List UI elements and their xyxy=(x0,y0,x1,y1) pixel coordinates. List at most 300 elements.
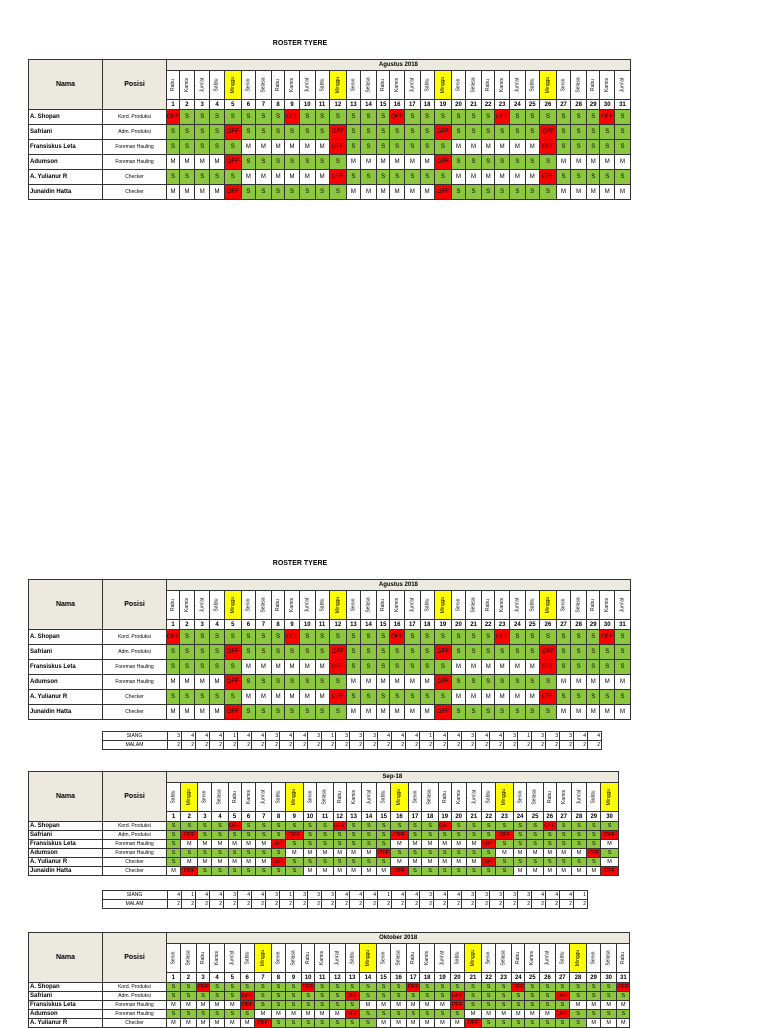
totals-cell: 2 xyxy=(574,900,588,909)
weekday-label: Jum'at xyxy=(439,950,446,966)
shift-cell: S xyxy=(510,705,526,720)
roster-table-august-2 xyxy=(28,579,631,720)
shift-cell: M xyxy=(180,705,195,720)
shift-cell: S xyxy=(495,675,510,690)
day-number-cell: 20 xyxy=(452,100,466,110)
weekday-cell xyxy=(512,944,525,973)
shift-cell: OFF xyxy=(329,140,346,155)
day-number-cell: 8 xyxy=(272,973,286,983)
shift-cell: OFF xyxy=(285,630,300,645)
shift-cell: M xyxy=(495,660,510,675)
roster-table-september xyxy=(28,771,619,876)
totals-label: SIANG xyxy=(103,732,168,741)
shift-cell: M xyxy=(513,849,527,858)
shift-cell: M xyxy=(241,858,256,867)
shift-cell: S xyxy=(272,983,286,992)
shift-cell: S xyxy=(224,690,241,705)
totals-cell: 2 xyxy=(182,900,196,909)
shift-cell: S xyxy=(241,110,255,125)
weekday-label: Sabtu xyxy=(424,78,431,92)
shift-cell: M xyxy=(359,1001,376,1010)
shift-cell: S xyxy=(525,185,539,200)
shift-cell: S xyxy=(555,1001,569,1010)
totals-cell: 3 xyxy=(462,732,476,741)
weekday-cell xyxy=(543,783,556,812)
shift-cell: S xyxy=(330,983,346,992)
shift-cell: S xyxy=(272,867,286,876)
weekday-cell xyxy=(482,591,495,620)
weekday-label: Sabtu xyxy=(319,78,326,92)
shift-cell: M xyxy=(482,690,495,705)
day-number-cell: 18 xyxy=(422,812,438,822)
totals-cell: 3 xyxy=(476,891,490,900)
shift-cell: S xyxy=(255,705,271,720)
weekday-cell xyxy=(600,591,615,620)
weekday-label: Senin xyxy=(412,790,419,804)
shift-cell: S xyxy=(407,1010,420,1019)
shift-cell: OFF xyxy=(434,705,451,720)
shift-cell: S xyxy=(285,185,300,200)
shift-cell: M xyxy=(315,170,329,185)
day-number-cell: 13 xyxy=(347,100,361,110)
weekday-label: Rabu xyxy=(169,79,176,91)
day-number-cell: 6 xyxy=(240,973,254,983)
weekday-label: Rabu xyxy=(275,79,282,91)
shift-cell: OFF xyxy=(495,110,510,125)
shift-cell: S xyxy=(360,110,376,125)
day-number-cell: 30 xyxy=(601,812,618,822)
shift-cell: M xyxy=(228,858,241,867)
day-number-cell: 8 xyxy=(272,812,286,822)
shift-cell: S xyxy=(587,690,600,705)
totals-cell: 2 xyxy=(238,741,252,750)
shift-cell: S xyxy=(210,983,225,992)
shift-cell: S xyxy=(525,705,539,720)
totals-cell: 4 xyxy=(252,891,266,900)
day-number-cell: 27 xyxy=(557,100,571,110)
weekday-cell xyxy=(435,944,451,973)
shift-cell: M xyxy=(299,140,315,155)
shift-cell: S xyxy=(405,125,421,140)
roster-grid xyxy=(28,579,631,720)
shift-cell: S xyxy=(450,983,464,992)
shift-cell: S xyxy=(345,1019,359,1028)
staff-row xyxy=(29,1001,630,1010)
shift-cell: S xyxy=(390,992,406,1001)
weekday-label: Rabu xyxy=(590,599,597,611)
day-number-cell: 25 xyxy=(527,812,543,822)
shift-cell: M xyxy=(587,1019,601,1028)
day-number-cell: 17 xyxy=(408,812,422,822)
shift-cell: M xyxy=(377,1001,391,1010)
day-number-cell: 19 xyxy=(434,620,451,630)
shift-cell: S xyxy=(451,867,466,876)
shift-cell: M xyxy=(167,867,181,876)
nama-header: Nama xyxy=(29,933,103,983)
day-number-cell: 21 xyxy=(466,812,482,822)
shift-cell: S xyxy=(359,1010,376,1019)
totals-cell: 2 xyxy=(490,741,504,750)
day-number-cell: 24 xyxy=(510,620,526,630)
shift-cell: M xyxy=(167,675,180,690)
weekday-cell xyxy=(241,71,255,100)
shift-cell: S xyxy=(228,831,241,840)
shift-cell: S xyxy=(361,822,377,831)
day-number-cell: 25 xyxy=(525,620,539,630)
totals-cell: 3 xyxy=(266,732,280,741)
shift-cell: OFF xyxy=(302,984,314,990)
weekday-label: Sabtu xyxy=(559,951,566,965)
weekday-label: Minggu xyxy=(229,76,236,94)
shift-cell: S xyxy=(571,858,587,867)
shift-cell: OFF xyxy=(329,690,346,705)
weekday-cell xyxy=(601,944,617,973)
weekday-cell xyxy=(465,71,481,100)
shift-cell: S xyxy=(180,645,195,660)
shift-cell: S xyxy=(569,1019,586,1028)
day-number-cell: 25 xyxy=(525,100,539,110)
shift-cell: OFF xyxy=(229,823,241,829)
weekday-label: Rabu xyxy=(485,599,492,611)
shift-cell: S xyxy=(465,125,481,140)
staff-position: Adm. Produksi xyxy=(103,645,167,660)
shift-cell: M xyxy=(587,675,600,690)
day-number-cell: 28 xyxy=(571,812,587,822)
weekday-label: Rabu xyxy=(410,952,417,964)
shift-cell: S xyxy=(254,1001,271,1010)
shift-cell: S xyxy=(512,1001,525,1010)
shift-cell: M xyxy=(272,170,285,185)
weekday-cell xyxy=(587,591,600,620)
shift-cell: S xyxy=(525,675,539,690)
shift-cell: S xyxy=(329,185,346,200)
shift-cell: S xyxy=(465,705,481,720)
shift-cell: S xyxy=(272,822,286,831)
shift-cell: S xyxy=(167,983,181,992)
totals-cell: 4 xyxy=(196,732,210,741)
totals-cell: 2 xyxy=(420,741,434,750)
weekday-label: Sabtu xyxy=(454,951,461,965)
weekday-cell xyxy=(525,591,539,620)
totals-cell: 2 xyxy=(252,741,266,750)
shift-cell: S xyxy=(299,185,315,200)
shift-cell: S xyxy=(377,660,390,675)
weekday-label: Kamis xyxy=(529,951,536,965)
shift-cell: S xyxy=(329,110,346,125)
shift-cell: M xyxy=(557,705,571,720)
shift-cell: S xyxy=(272,992,286,1001)
shift-cell: S xyxy=(465,675,481,690)
weekday-label: Kamis xyxy=(455,790,462,804)
day-number-cell: 15 xyxy=(377,973,391,983)
shift-cell: M xyxy=(615,155,631,170)
shift-cell: S xyxy=(407,992,420,1001)
shift-cell: S xyxy=(347,140,361,155)
shift-cell: OFF xyxy=(556,1011,568,1017)
shift-cell: S xyxy=(527,822,543,831)
shift-cell: S xyxy=(167,1010,181,1019)
shift-cell: M xyxy=(285,690,300,705)
day-number-cell: 30 xyxy=(600,620,615,630)
shift-cell: M xyxy=(390,155,405,170)
shift-cell: S xyxy=(210,660,224,675)
weekday-cell xyxy=(377,591,390,620)
day-number-cell: 20 xyxy=(452,620,466,630)
shift-cell: OFF xyxy=(600,630,615,645)
day-number-cell: 20 xyxy=(451,812,466,822)
staff-name: Safriani xyxy=(29,645,103,660)
shift-cell: M xyxy=(600,705,615,720)
shift-cell: M xyxy=(571,849,587,858)
staff-name: Adumson xyxy=(29,675,103,690)
shift-cell: S xyxy=(587,630,600,645)
weekday-label: Jum'at xyxy=(514,77,521,93)
shift-cell: S xyxy=(181,822,198,831)
day-number-cell: 1 xyxy=(167,620,180,630)
shift-cell: S xyxy=(557,170,571,185)
weekday-cell xyxy=(482,71,495,100)
shift-cell: S xyxy=(299,110,315,125)
totals-cell: 4 xyxy=(196,891,210,900)
totals-cell: 3 xyxy=(350,732,364,741)
shift-cell: S xyxy=(286,840,303,849)
shift-cell: M xyxy=(391,858,408,867)
totals-cell: 2 xyxy=(546,900,560,909)
staff-position: Adm. Produksi xyxy=(103,831,167,840)
shift-cell: M xyxy=(194,155,210,170)
shift-cell: M xyxy=(167,1001,181,1010)
shift-cell: S xyxy=(390,690,405,705)
shift-cell: S xyxy=(420,125,434,140)
weekday-label: Kamis xyxy=(183,598,190,612)
staff-position: Kord. Produksi xyxy=(103,983,167,992)
totals-row-siang xyxy=(103,732,602,741)
shift-cell: S xyxy=(194,110,210,125)
shift-cell: S xyxy=(601,849,618,858)
shift-cell: S xyxy=(241,675,255,690)
shift-cell: S xyxy=(434,170,451,185)
day-number-cell: 26 xyxy=(539,100,556,110)
staff-row xyxy=(29,1010,630,1019)
shift-cell: M xyxy=(600,675,615,690)
weekday-label: Kamis xyxy=(394,598,401,612)
weekday-cell xyxy=(194,71,210,100)
shift-cell: M xyxy=(315,140,329,155)
shift-cell: OFF xyxy=(390,630,405,645)
shift-cell: S xyxy=(513,840,527,849)
shift-cell: S xyxy=(525,630,539,645)
weekday-label: Senin xyxy=(350,598,357,612)
weekday-label: Senin xyxy=(350,78,357,92)
shift-cell: S xyxy=(525,110,539,125)
shift-cell: S xyxy=(510,630,526,645)
shift-cell: M xyxy=(317,849,333,858)
weekday-cell xyxy=(434,591,451,620)
shift-cell: S xyxy=(315,705,329,720)
shift-cell: M xyxy=(600,185,615,200)
shift-cell: S xyxy=(438,849,451,858)
day-number-cell: 30 xyxy=(601,973,617,983)
weekday-label: Kamis xyxy=(499,78,506,92)
shift-cell: M xyxy=(525,1010,540,1019)
day-number-cell: 3 xyxy=(194,100,210,110)
shift-cell: M xyxy=(198,840,212,849)
day-number-cell: 29 xyxy=(587,812,601,822)
weekday-cell xyxy=(617,944,630,973)
shift-cell: S xyxy=(615,645,631,660)
staff-position: Foreman Hauling xyxy=(103,1001,167,1010)
staff-name: Fransiskus Leta xyxy=(29,140,103,155)
staff-name: A. Yulianur R xyxy=(29,1019,103,1028)
shift-cell: M xyxy=(587,867,601,876)
weekday-label: Minggu xyxy=(606,788,613,806)
totals-cell: 3 xyxy=(420,891,434,900)
shift-cell: S xyxy=(228,849,241,858)
weekday-cell xyxy=(569,944,586,973)
shift-cell: S xyxy=(315,110,329,125)
weekday-label: Kamis xyxy=(289,598,296,612)
weekday-label: Rabu xyxy=(590,79,597,91)
shift-cell: OFF xyxy=(483,841,495,847)
shift-cell: S xyxy=(302,1001,315,1010)
shift-cell: M xyxy=(333,867,346,876)
shift-cell: S xyxy=(451,849,466,858)
shift-cell: S xyxy=(482,675,495,690)
weekday-label: Senin xyxy=(245,598,252,612)
totals-cell: 4 xyxy=(378,732,392,741)
weekday-label: Minggu xyxy=(396,788,403,806)
shift-cell: S xyxy=(255,675,271,690)
shift-cell: S xyxy=(557,645,571,660)
day-number-cell: 26 xyxy=(539,620,556,630)
weekday-label: Sabtu xyxy=(380,790,387,804)
totals-cell: 2 xyxy=(252,900,266,909)
shift-cell: M xyxy=(570,185,586,200)
totals-cell: 2 xyxy=(434,741,448,750)
shift-cell: M xyxy=(317,867,333,876)
shift-cell: S xyxy=(600,170,615,185)
weekday-cell xyxy=(587,71,600,100)
shift-cell: M xyxy=(180,1001,196,1010)
day-number-cell: 24 xyxy=(513,812,527,822)
shift-cell: S xyxy=(377,992,391,1001)
shift-cell: S xyxy=(180,992,196,1001)
shift-cell: OFF xyxy=(285,110,300,125)
shift-cell: S xyxy=(570,140,586,155)
shift-cell: S xyxy=(330,992,346,1001)
shift-cell: M xyxy=(347,185,361,200)
shift-cell: S xyxy=(303,822,317,831)
shift-cell: S xyxy=(495,1001,511,1010)
totals-cell: 2 xyxy=(406,741,420,750)
shift-cell: M xyxy=(465,660,481,675)
staff-row xyxy=(29,125,631,140)
staff-position: Foreman Hauling xyxy=(103,155,167,170)
weekday-label: Senin xyxy=(455,598,462,612)
weekday-label: Senin xyxy=(517,790,524,804)
shift-cell: S xyxy=(465,630,481,645)
shift-cell: S xyxy=(438,867,451,876)
shift-cell: OFF xyxy=(273,859,285,865)
staff-position: Checker xyxy=(103,170,167,185)
shift-cell: M xyxy=(272,140,285,155)
day-number-cell: 21 xyxy=(464,973,481,983)
shift-cell: S xyxy=(452,110,466,125)
totals-cell: 4 xyxy=(448,891,462,900)
day-number-cell: 27 xyxy=(557,620,571,630)
weekday-label: Rabu xyxy=(380,79,387,91)
shift-cell: S xyxy=(346,822,361,831)
totals-cell: 4 xyxy=(210,732,224,741)
day-number-cell: 14 xyxy=(361,812,377,822)
staff-position: Checker xyxy=(103,867,167,876)
shift-cell: S xyxy=(601,992,617,1001)
weekday-cell xyxy=(286,783,303,812)
shift-cell: M xyxy=(438,858,451,867)
totals-cell: 4 xyxy=(434,891,448,900)
totals-cell: 2 xyxy=(350,741,364,750)
shift-cell: S xyxy=(422,831,438,840)
day-number-cell: 11 xyxy=(315,100,329,110)
weekday-label: Jum'at xyxy=(575,789,582,805)
shift-cell: OFF xyxy=(434,125,451,140)
weekday-label: Selasa xyxy=(427,789,434,805)
weekday-label: Jum'at xyxy=(365,789,372,805)
shift-cell: S xyxy=(225,1010,241,1019)
totals-cell: 4 xyxy=(168,891,182,900)
weekday-cell xyxy=(225,944,241,973)
weekday-cell xyxy=(482,944,496,973)
day-number-cell: 15 xyxy=(377,812,391,822)
weekday-label: Selasa xyxy=(395,950,402,966)
totals-cell: 4 xyxy=(532,891,546,900)
weekday-label: Selasa xyxy=(575,77,582,93)
shift-cell: S xyxy=(420,645,434,660)
shift-cell: S xyxy=(241,849,256,858)
shift-cell: S xyxy=(255,110,271,125)
shift-cell: S xyxy=(194,140,210,155)
shift-cell: S xyxy=(272,125,285,140)
shift-cell: M xyxy=(347,155,361,170)
shift-cell: S xyxy=(317,858,333,867)
shift-cell: M xyxy=(557,155,571,170)
shift-cell: S xyxy=(255,155,271,170)
weekday-cell xyxy=(420,944,435,973)
weekday-cell xyxy=(194,591,210,620)
weekday-cell xyxy=(299,591,315,620)
shift-cell: OFF xyxy=(556,993,568,999)
weekday-label: Minggu xyxy=(229,596,236,614)
shift-cell: S xyxy=(496,840,513,849)
shift-cell: S xyxy=(435,1010,451,1019)
shift-cell: M xyxy=(527,867,543,876)
staff-row xyxy=(29,858,619,867)
staff-position: Checker xyxy=(103,690,167,705)
totals-cell: 3 xyxy=(224,891,238,900)
shift-cell: S xyxy=(180,690,195,705)
weekday-label: Rabu xyxy=(441,791,448,803)
shift-cell: M xyxy=(408,840,422,849)
shift-cell: M xyxy=(587,155,600,170)
weekday-cell xyxy=(167,591,180,620)
shift-cell: S xyxy=(167,849,181,858)
shift-cell: S xyxy=(495,1019,511,1028)
totals-cell: 4 xyxy=(294,732,308,741)
shift-cell: M xyxy=(272,690,285,705)
shift-cell: M xyxy=(210,1019,225,1028)
weekday-cell xyxy=(198,783,212,812)
staff-row xyxy=(29,849,619,858)
